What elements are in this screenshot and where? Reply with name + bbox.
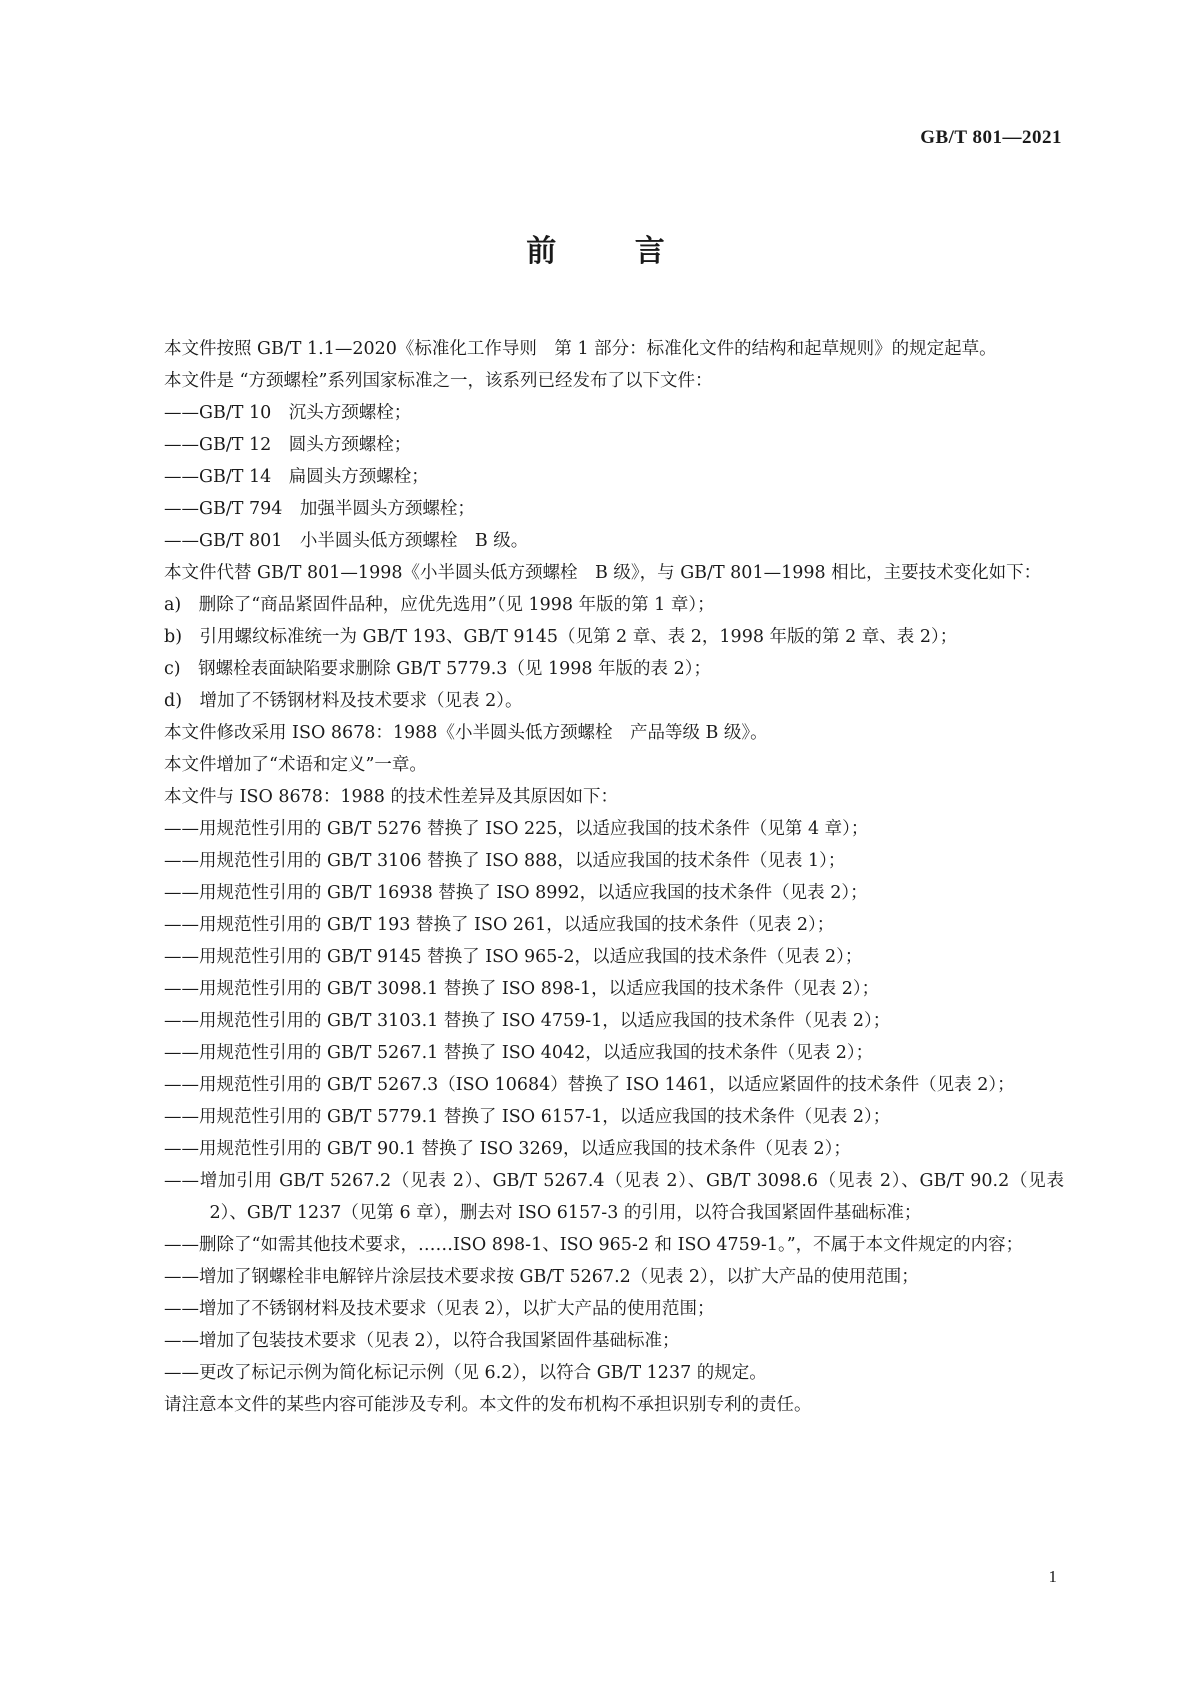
difference-list-item: ——增加引用 GB/T 5267.2（见表 2）、GB/T 5267.4（见表 2）、GB/T 3098.6（见表 2）、GB/T 90.2（见表 2）、GB/T 1237（见第 6 章），删去对 ISO 6157-3 的引用，以符合我国紧固件基础标准； [164,1171,1064,1223]
paragraph-series-intro: 本文件是 “方颈螺栓”系列国家标准之一，该系列已经发布了以下文件： [164,371,713,391]
difference-list-item: ——删除了“如需其他技术要求，……ISO 898-1、ISO 965-2 和 ISO 4759-1。”，不属于本文件规定的内容； [164,1235,1024,1255]
paragraph-patent-notice: 请注意本文件的某些内容可能涉及专利。本文件的发布机构不承担识别专利的责任。 [164,1395,812,1415]
difference-list-item: ——用规范性引用的 GB/T 5267.1 替换了 ISO 4042，以适应我国的技术条件（见表 2）； [164,1043,874,1063]
paragraph-terms-added: 本文件增加了“术语和定义”一章。 [164,755,427,775]
difference-list-item: ——用规范性引用的 GB/T 90.1 替换了 ISO 3269，以适应我国的技术条件（见表 2）； [164,1139,851,1159]
difference-list-item: ——用规范性引用的 GB/T 5779.1 替换了 ISO 6157-1，以适应我国的技术条件（见表 2）； [164,1107,891,1127]
series-list-item: ——GB/T 10 沉头方颈螺栓； [164,403,412,423]
difference-list-item: ——用规范性引用的 GB/T 5276 替换了 ISO 225，以适应我国的技术条件（见第 4 章）； [164,819,869,839]
difference-list-item: ——用规范性引用的 GB/T 193 替换了 ISO 261，以适应我国的技术条件（见表 2）； [164,915,835,935]
series-list-item: ——GB/T 794 加强半圆头方颈螺栓； [164,499,475,519]
difference-list-item: ——用规范性引用的 GB/T 3103.1 替换了 ISO 4759-1，以适应我国的技术条件（见表 2）； [164,1011,891,1031]
series-list-item: ——GB/T 12 圆头方颈螺栓； [164,435,412,455]
difference-list-item: ——增加了不锈钢材料及技术要求（见表 2），以扩大产品的使用范围； [164,1299,715,1319]
change-list-item: b) 引用螺纹标准统一为 GB/T 193、GB/T 9145（见第 2 章、表 2，1998 年版的第 2 章、表 2）； [164,627,958,647]
difference-list-item: ——增加了钢螺栓非电解锌片涂层技术要求按 GB/T 5267.2（见表 2），以扩大产品的使用范围； [164,1267,919,1287]
difference-list-item: ——增加了包装技术要求（见表 2），以符合我国紧固件基础标准； [164,1331,680,1351]
paragraph-differences-intro: 本文件与 ISO 8678：1988 的技术性差异及其原因如下： [164,787,619,807]
paragraph-drafting-basis: 本文件按照 GB/T 1.1—2020《标准化工作导则 第 1 部分：标准化文件的结构和起草规则》的规定起草。 [164,339,997,359]
difference-list-item: ——用规范性引用的 GB/T 16938 替换了 ISO 8992，以适应我国的技术条件（见表 2）； [164,883,868,903]
document-code: GB/T 801—2021 [920,127,1062,148]
difference-list-item: ——用规范性引用的 GB/T 3098.1 替换了 ISO 898-1，以适应我国的技术条件（见表 2）； [164,979,880,999]
difference-list-item: ——用规范性引用的 GB/T 5267.3（ISO 10684）替换了 ISO 1461，以适应紧固件的技术条件（见表 2）； [164,1075,1015,1095]
paragraph-replacement: 本文件代替 GB/T 801—1998《小半圆头低方颈螺栓 B 级》，与 GB/T 801—1998 相比，主要技术变化如下： [164,563,1042,583]
series-list-item: ——GB/T 801 小半圆头低方颈螺栓 B 级。 [164,531,529,551]
change-list-item: d) 增加了不锈钢材料及技术要求（见表 2）。 [164,691,523,711]
change-list-item: c) 钢螺栓表面缺陷要求删除 GB/T 5779.3（见 1998 年版的表 2）； [164,659,712,679]
page-title: 前 言 [526,234,699,269]
difference-list-item: ——用规范性引用的 GB/T 3106 替换了 ISO 888，以适应我国的技术条件（见表 1）； [164,851,846,871]
difference-list-item: ——更改了标记示例为简化标记示例（见 6.2），以符合 GB/T 1237 的规定。 [164,1363,767,1383]
series-list-item: ——GB/T 14 扁圆头方颈螺栓； [164,467,429,487]
page-number: 1 [1048,1567,1057,1586]
change-list-item: a) 删除了“商品紧固件品种，应优先选用”（见 1998 年版的第 1 章）； [164,595,715,615]
paragraph-iso-adoption: 本文件修改采用 ISO 8678：1988《小半圆头低方颈螺栓 产品等级 B 级》。 [164,723,768,743]
foreword-body [129,333,1064,1421]
difference-list-item: ——用规范性引用的 GB/T 9145 替换了 ISO 965-2，以适应我国的技术条件（见表 2）； [164,947,863,967]
